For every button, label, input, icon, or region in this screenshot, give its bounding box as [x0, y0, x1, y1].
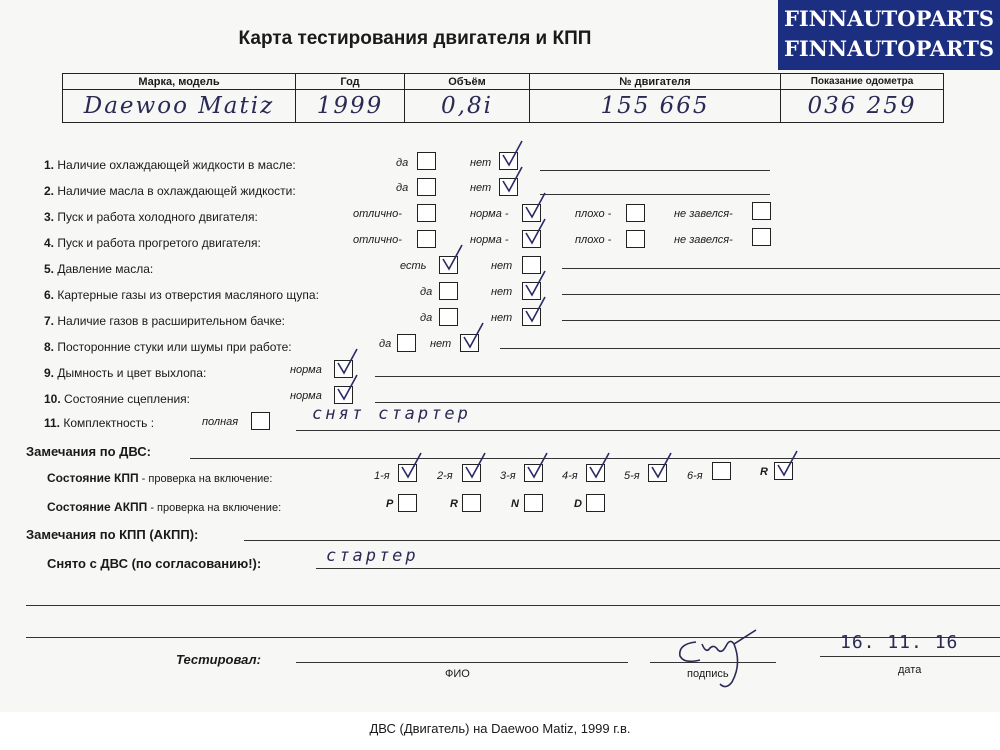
- gear-label-6: 6-я: [687, 470, 703, 482]
- checkbox-unchecked[interactable]: [626, 230, 645, 248]
- gear-label-2: 2-я: [437, 470, 453, 482]
- option-label: норма -: [470, 208, 509, 220]
- checkmark-icon: [523, 297, 549, 327]
- checkmark-icon: [463, 453, 489, 483]
- row-number: 6.: [44, 288, 55, 302]
- checkbox-checked[interactable]: [499, 178, 518, 196]
- checkbox-checked[interactable]: [460, 334, 479, 352]
- option-label: нет: [491, 286, 513, 298]
- checklist-row-5: [44, 262, 153, 276]
- checklist-row-7: [44, 314, 285, 328]
- option-label: плохо -: [575, 234, 612, 246]
- option-label: нет: [470, 157, 492, 169]
- option-label: плохо -: [575, 208, 612, 220]
- option-label: да: [379, 338, 392, 350]
- answer-line: [296, 430, 1000, 431]
- option-label: норма: [290, 390, 322, 402]
- answer-line: [500, 348, 1000, 349]
- answer-line: [540, 170, 770, 171]
- option-label: есть: [400, 260, 427, 272]
- row-label: Пуск и работа холодного двигателя:: [57, 210, 258, 224]
- checkmark-icon: [775, 451, 801, 481]
- checkmark-icon: [525, 453, 551, 483]
- gear-2-checkbox[interactable]: [462, 464, 481, 482]
- col-odometer: Показание одометра: [781, 74, 944, 90]
- vehicle-info-table: [62, 73, 944, 123]
- row-number: 9.: [44, 366, 55, 380]
- answer-line: [375, 376, 1000, 377]
- option-label: нет: [491, 260, 513, 272]
- gear-label-3: 3-я: [500, 470, 516, 482]
- gear-label-5: 5-я: [624, 470, 640, 482]
- gear-6-checkbox[interactable]: [712, 462, 731, 480]
- checkbox-unchecked[interactable]: [417, 152, 436, 170]
- checkmark-icon: [399, 453, 425, 483]
- row-number: 7.: [44, 314, 55, 328]
- col-volume: Объём: [405, 74, 530, 90]
- checkbox-unchecked[interactable]: [251, 412, 270, 430]
- manual-gearbox-row: [47, 471, 272, 485]
- checkmark-icon: [587, 453, 613, 483]
- auto-gearbox-label: Состояние АКПП: [47, 500, 148, 514]
- gear-5-checkbox[interactable]: [648, 464, 667, 482]
- date-caption: дата: [898, 664, 922, 676]
- blank-line: [26, 605, 1000, 606]
- checkbox-unchecked[interactable]: [752, 202, 771, 220]
- gear-4-checkbox[interactable]: [586, 464, 605, 482]
- fio-caption: ФИО: [445, 668, 470, 680]
- value-make-model: Daewoo Matiz: [63, 90, 296, 123]
- row-label: Пуск и работа прогретого двигателя:: [57, 236, 261, 250]
- date-line: [820, 656, 1000, 657]
- checkbox-checked[interactable]: [522, 308, 541, 326]
- option-label: полная: [202, 416, 239, 428]
- tested-by-label: Тестировал:: [176, 652, 261, 667]
- gear-3-checkbox[interactable]: [524, 464, 543, 482]
- row-label: Посторонние стуки или шумы при работе:: [57, 340, 292, 354]
- option-label: нет: [470, 182, 492, 194]
- checkbox-unchecked[interactable]: [397, 334, 416, 352]
- checkmark-icon: [440, 245, 466, 275]
- option-label: норма: [290, 364, 322, 376]
- row-number: 1.: [44, 158, 55, 172]
- selector-label-n: N: [511, 498, 519, 510]
- selector-d-checkbox[interactable]: [586, 494, 605, 512]
- answer-line: [540, 194, 770, 195]
- option-label: да: [420, 312, 433, 324]
- row-label: Комплектность :: [63, 416, 155, 430]
- gear-1-checkbox[interactable]: [398, 464, 417, 482]
- option-label: нет: [430, 338, 452, 350]
- checkmark-icon: [649, 453, 675, 483]
- checklist-row-11: [44, 416, 154, 430]
- row-label: Состояние сцепления:: [64, 392, 190, 406]
- row-number: 11.: [44, 416, 61, 430]
- option-label: не завелся-: [674, 234, 733, 246]
- checkbox-checked[interactable]: [522, 230, 541, 248]
- value-engine-number: 155 665: [530, 90, 781, 123]
- checklist-row-8: [44, 340, 292, 354]
- answer-line: [562, 268, 1000, 269]
- gear-label-4: 4-я: [562, 470, 578, 482]
- selector-label-r: R: [450, 498, 458, 510]
- option-label: да: [396, 182, 409, 194]
- signature-caption: подпись: [687, 668, 729, 680]
- selector-n-checkbox[interactable]: [524, 494, 543, 512]
- col-year: Год: [296, 74, 405, 90]
- checklist-row-4: [44, 236, 261, 250]
- row-number: 5.: [44, 262, 55, 276]
- image-caption: ДВС (Двигатель) на Daewoo Matiz, 1999 г.в.: [369, 721, 631, 736]
- checkbox-unchecked[interactable]: [417, 204, 436, 222]
- checkbox-unchecked[interactable]: [752, 228, 771, 246]
- checklist-row-1: [44, 158, 296, 172]
- answer-line: [244, 540, 1000, 541]
- fio-line: [296, 662, 628, 663]
- auto-gearbox-suffix: - проверка на включение:: [147, 502, 282, 514]
- row-number: 2.: [44, 184, 55, 198]
- option-label: да: [396, 157, 409, 169]
- value-year: 1999: [296, 90, 405, 123]
- selector-r-checkbox[interactable]: [462, 494, 481, 512]
- checkmark-icon: [335, 375, 361, 405]
- checkbox-checked[interactable]: [334, 386, 353, 404]
- checkmark-icon: [461, 323, 487, 353]
- checklist-row-9: [44, 366, 206, 380]
- row-label: Наличие газов в расширительном бачке:: [57, 314, 285, 328]
- value-odometer: 036 259: [781, 90, 944, 123]
- checkbox-unchecked[interactable]: [417, 178, 436, 196]
- option-label: отлично-: [353, 234, 402, 246]
- option-label: отлично-: [353, 208, 402, 220]
- checkbox-unchecked[interactable]: [439, 308, 458, 326]
- answer-line: [375, 402, 1000, 403]
- option-label: не завелся-: [674, 208, 733, 220]
- checklist-row-6: [44, 288, 319, 302]
- selector-p-checkbox[interactable]: [398, 494, 417, 512]
- row-label: Наличие масла в охлаждающей жидкости:: [57, 184, 296, 198]
- gear-label-1: 1-я: [374, 470, 390, 482]
- option-label: норма -: [470, 234, 509, 246]
- row-label: Наличие охлаждающей жидкости в масле:: [57, 158, 296, 172]
- engine-remarks-label: Замечания по ДВС:: [26, 444, 151, 459]
- row-label: Картерные газы из отверстия масляного щупа:: [57, 288, 319, 302]
- checkbox-unchecked[interactable]: [439, 282, 458, 300]
- gear-label-r: R: [760, 466, 768, 478]
- auto-gearbox-row: [47, 500, 281, 514]
- answer-line: [562, 294, 1000, 295]
- checklist-row-10: [44, 392, 190, 406]
- checkmark-icon: [523, 219, 549, 249]
- gearbox-remarks-label: Замечания по КПП (АКПП):: [26, 527, 199, 542]
- row-number: 4.: [44, 236, 55, 250]
- checklist-row-2: [44, 184, 296, 198]
- removed-value-handwritten: стартер: [326, 546, 419, 566]
- option-label: нет: [491, 312, 513, 324]
- value-volume: 0,8i: [405, 90, 530, 123]
- form-title: Карта тестирования двигателя и КПП: [238, 28, 592, 49]
- row-label: Дымность и цвет выхлопа:: [57, 366, 207, 380]
- checkbox-checked[interactable]: [439, 256, 458, 274]
- checkbox-unchecked[interactable]: [626, 204, 645, 222]
- option-label: да: [420, 286, 433, 298]
- logo-line-2: FINNAUTOPARTS: [783, 36, 995, 61]
- removed-label: Снято с ДВС (по согласованию!):: [47, 556, 262, 571]
- gear-r-checkbox[interactable]: [774, 462, 793, 480]
- row-number: 3.: [44, 210, 55, 224]
- row-number: 10.: [44, 392, 61, 406]
- manual-gearbox-suffix: - проверка на включение:: [138, 473, 273, 485]
- col-make-model: Марка, модель: [63, 74, 296, 90]
- answer-line: [316, 568, 1000, 569]
- row-label: Давление масла:: [57, 262, 154, 276]
- row-number: 8.: [44, 340, 55, 354]
- answer-line: [562, 320, 1000, 321]
- selector-label-d: D: [574, 498, 582, 510]
- logo-line-1: FINNAUTOPARTS: [783, 6, 995, 31]
- checklist-row-3: [44, 210, 258, 224]
- selector-label-p: P: [386, 498, 394, 510]
- completeness-note-handwritten: снят стартер: [312, 404, 471, 424]
- checkbox-unchecked[interactable]: [417, 230, 436, 248]
- manual-gearbox-label: Состояние КПП: [47, 471, 139, 485]
- handwritten-signature: [672, 624, 782, 694]
- col-engine-number: № двигателя: [530, 74, 781, 90]
- date-value-handwritten: 16. 11. 16: [840, 632, 959, 653]
